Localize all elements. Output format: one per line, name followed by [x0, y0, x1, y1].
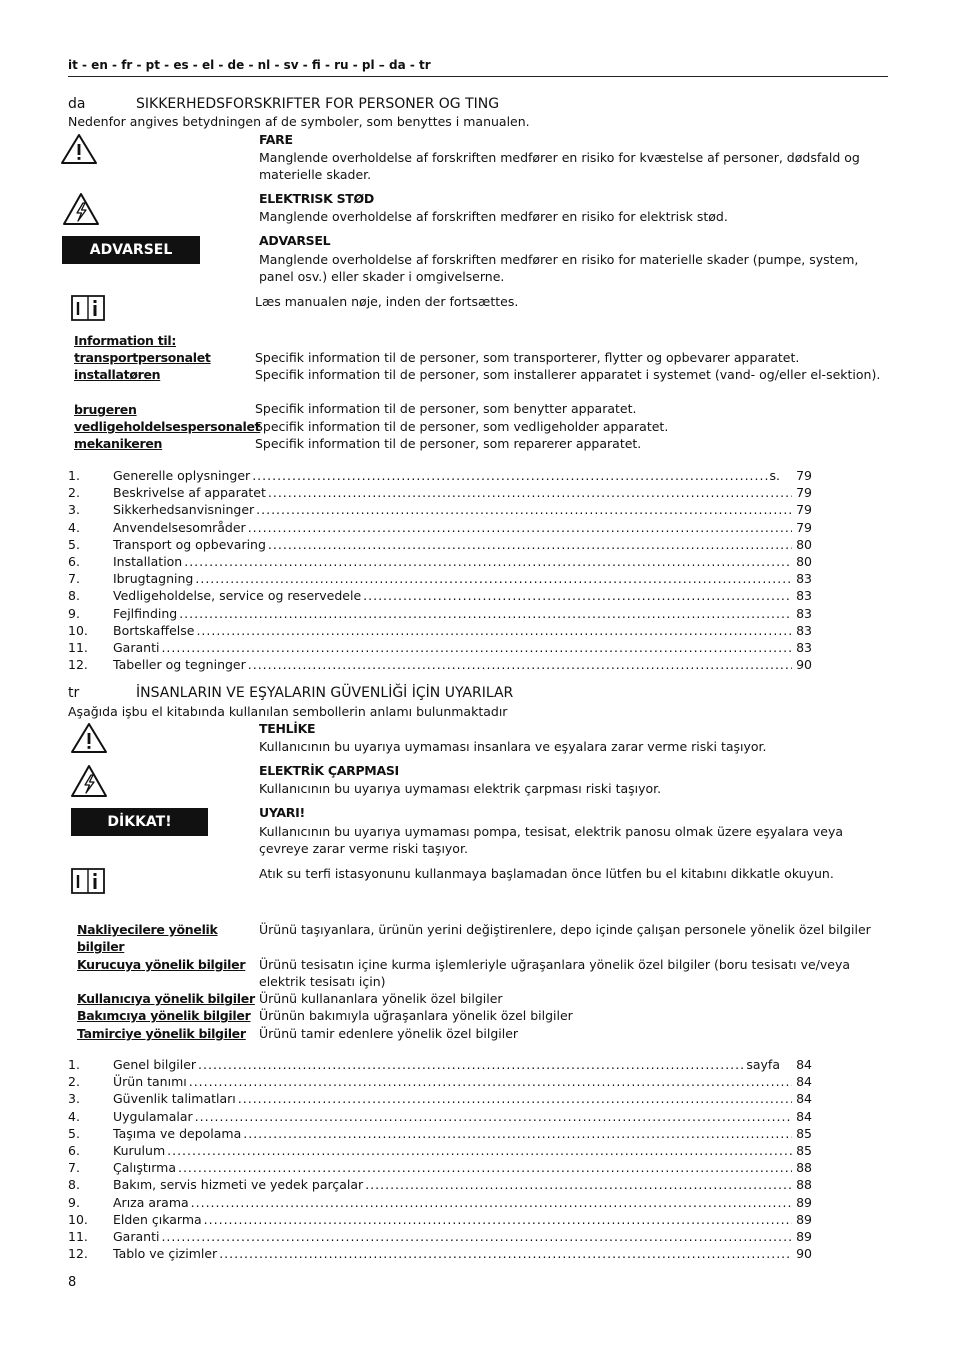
da-warning-text: Manglende overholdelse af forskriften medfører en risiko for materielle skader (pumpe, system, panel osv.) eller skader i omgivelserne.: [259, 252, 859, 284]
read-manual-icon: [70, 293, 106, 323]
tr-info-text: Ürünü taşıyanlara, ürünün yerini değiştirenlere, depo içinde çalışan personele yönelik özel bilgiler: [259, 922, 871, 937]
tr-info-text: Ürünü kullananlara yönelik özel bilgiler: [259, 991, 503, 1006]
tr-language-code: tr: [68, 685, 80, 701]
toc-row: [68, 605, 812, 622]
danger-warning-icon: [70, 722, 108, 754]
toc-number: 10.: [68, 622, 88, 638]
toc-row: [68, 1073, 812, 1090]
toc-leader: [268, 536, 792, 553]
toc-number: 4.: [68, 519, 80, 535]
toc-page-prefix: sayfa: [746, 1057, 780, 1072]
toc-page: 88: [796, 1177, 812, 1193]
toc-leader: [196, 622, 792, 639]
da-danger-text: Manglende overholdelse af forskriften medfører en risiko for kvæstelse af personer, dødsfald og materielle skader.: [259, 150, 860, 182]
toc-leader: [189, 1073, 792, 1090]
toc-page: 83: [796, 622, 812, 638]
tr-warning-title: UYARI!: [259, 805, 305, 820]
toc-page: 83: [796, 605, 812, 621]
toc-number: 11.: [68, 639, 88, 655]
toc-leader: [365, 1176, 792, 1193]
toc-page: 80: [796, 536, 812, 552]
toc-leader: [179, 605, 792, 622]
toc-number: 1.: [68, 1057, 80, 1072]
toc-title: Generelle oplysninger: [113, 468, 251, 483]
toc-number: 5.: [68, 1125, 80, 1141]
toc-page: 79: [796, 519, 812, 535]
toc-row: [68, 1211, 812, 1228]
tr-info-text: Ürünü tesisatın içine kurma işlemleriyle uğraşanlara yönelik özel bilgiler (boru tesisatı ve/veya elektrik tesisatı için): [259, 957, 851, 989]
electric-shock-icon: [70, 764, 108, 798]
toc-leader: [238, 1090, 792, 1107]
toc-title: Garanti: [113, 639, 160, 655]
tr-warning-badge: DİKKAT!: [71, 808, 208, 836]
toc-page: 79: [796, 468, 812, 483]
da-info-text: Specifik information til de personer, som vedligeholder apparatet.: [255, 419, 669, 434]
da-info-label: brugeren: [74, 402, 137, 417]
toc-number: 8.: [68, 588, 80, 604]
toc-row: [68, 622, 812, 639]
toc-title: Anvendelsesområder: [113, 519, 246, 535]
toc-title: Garanti: [113, 1228, 160, 1244]
toc-row: [68, 1159, 812, 1176]
tr-subtitle: Aşağıda işbu el kitabında kullanılan sembollerin anlamı bulunmaktadır: [68, 704, 508, 719]
tr-section-title: [68, 685, 513, 701]
toc-row: [68, 553, 812, 570]
toc-row: [68, 1056, 812, 1073]
toc-page: 89: [796, 1211, 812, 1227]
toc-page: 90: [796, 1246, 812, 1262]
toc-leader: [219, 1245, 792, 1262]
da-info-text: Specifik information til de personer, som installerer apparatet i systemet (vand- og/eller el-sektion).: [255, 367, 881, 382]
danger-warning-icon: [60, 133, 98, 165]
toc-number: 1.: [68, 468, 80, 483]
toc-row: [68, 1194, 812, 1211]
toc-row: [68, 656, 812, 673]
toc-title: Vedligeholdelse, service og reservedele: [113, 588, 362, 604]
tr-danger-title: TEHLİKE: [259, 721, 316, 736]
toc-leader: [161, 639, 792, 656]
toc-title: Sikkerhedsanvisninger: [113, 502, 255, 518]
toc-row: [68, 1228, 812, 1245]
toc-leader: [195, 570, 792, 587]
toc-page: 90: [796, 657, 812, 673]
da-info-label: mekanikeren: [74, 436, 163, 451]
toc-page: 83: [796, 571, 812, 587]
toc-title: Güvenlik talimatları: [113, 1091, 236, 1107]
tr-electric-text: Kullanıcının bu uyarıya uymaması elektrik çarpması riski taşıyor.: [259, 781, 662, 796]
toc-number: 3.: [68, 502, 80, 518]
toc-page-prefix: s.: [769, 468, 780, 483]
toc-row: [68, 1125, 812, 1142]
da-section-title: [68, 96, 499, 112]
toc-page: 83: [796, 588, 812, 604]
da-info-heading: Information til:: [74, 333, 177, 348]
tr-info-label: Bakımcıya yönelik bilgiler: [77, 1008, 251, 1023]
toc-page: 84: [796, 1057, 812, 1072]
toc-page: 85: [796, 1125, 812, 1141]
da-info-label: installatøren: [74, 367, 161, 382]
toc-row: [68, 1108, 812, 1125]
da-danger-title: FARE: [259, 132, 293, 147]
toc-row: [68, 519, 812, 536]
toc-leader: [256, 501, 792, 518]
toc-row: [68, 639, 812, 656]
tr-info-label: Kurucuya yönelik bilgiler: [77, 957, 246, 972]
toc-row: [68, 587, 812, 604]
tr-info-label: Kullanıcıya yönelik bilgiler: [77, 991, 255, 1006]
toc-title: Ürün tanımı: [113, 1074, 187, 1090]
tr-info-label: Nakliyecilere yönelik bilgiler: [77, 922, 218, 954]
toc-leader: [248, 656, 792, 673]
toc-leader: [167, 1142, 792, 1159]
toc-leader: [268, 484, 792, 501]
tr-electric-title: ELEKTRİK ÇARPMASI: [259, 763, 399, 778]
toc-title: Kurulum: [113, 1142, 166, 1158]
da-title-text: SIKKERHEDSFORSKRIFTER FOR PERSONER OG TING: [136, 96, 500, 112]
language-list: it - en - fr - pt - es - el - de - nl - sv - fi - ru - pl – da - tr: [68, 58, 431, 72]
toc-title: Tablo ve çizimler: [113, 1246, 218, 1262]
toc-leader: [191, 1194, 792, 1211]
toc-title: Taşıma ve depolama: [113, 1125, 242, 1141]
tr-table-of-contents: [68, 1056, 812, 1262]
toc-page: 89: [796, 1194, 812, 1210]
toc-title: Fejlfinding: [113, 605, 178, 621]
toc-row: [68, 1090, 812, 1107]
toc-leader: [248, 519, 792, 536]
toc-title: Ibrugtagning: [113, 571, 194, 587]
toc-number: 7.: [68, 1160, 80, 1176]
da-electric-text: Manglende overholdelse af forskriften medfører en risiko for elektrisk stød.: [259, 209, 728, 224]
header-divider: [68, 76, 888, 77]
da-info-text: Specifik information til de personer, som benytter apparatet.: [255, 401, 637, 416]
toc-row: [68, 484, 812, 501]
toc-number: 9.: [68, 605, 80, 621]
tr-info-text: Ürünü tamir edenlere yönelik özel bilgiler: [259, 1026, 519, 1041]
toc-number: 8.: [68, 1177, 80, 1193]
toc-title: Çalıştırma: [113, 1160, 176, 1176]
read-manual-icon: [70, 866, 106, 896]
toc-page: 79: [796, 502, 812, 518]
da-info-text: Specifik information til de personer, som reparerer apparatet.: [255, 436, 642, 451]
toc-title: Genel bilgiler: [113, 1057, 197, 1072]
toc-number: 4.: [68, 1108, 80, 1124]
toc-title: Uygulamalar: [113, 1108, 193, 1124]
toc-page: 84: [796, 1108, 812, 1124]
da-table-of-contents: [68, 467, 812, 673]
tr-read-manual-text: Atık su terfi istasyonunu kullanmaya başlamadan önce lütfen bu el kitabını dikkatle okuyun.: [259, 866, 834, 881]
toc-title: Installation: [113, 553, 183, 569]
toc-title: Elden çıkarma: [113, 1211, 202, 1227]
tr-info-label: Tamirciye yönelik bilgiler: [77, 1026, 246, 1041]
toc-number: 2.: [68, 485, 80, 501]
da-warning-title: ADVARSEL: [259, 233, 331, 248]
tr-warning-text: Kullanıcının bu uyarıya uymaması pompa, tesisat, elektrik panosu olmak üzere eşyalara veya çevreye zarar verme riski taşıyor.: [259, 824, 844, 856]
toc-page: 88: [796, 1160, 812, 1176]
da-language-code: da: [68, 96, 86, 112]
toc-leader: [161, 1228, 792, 1245]
toc-row: [68, 467, 812, 484]
toc-title: Beskrivelse af apparatet: [113, 485, 266, 501]
page-number: 8: [68, 1275, 77, 1290]
da-info-text: Specifik information til de personer, som transporterer, flytter og opbevarer apparatet.: [255, 350, 800, 365]
toc-title: Bakım, servis hizmeti ve yedek parçalar: [113, 1177, 364, 1193]
toc-page: 80: [796, 553, 812, 569]
toc-title: Tabeller og tegninger: [113, 657, 246, 673]
toc-leader: [363, 587, 792, 604]
toc-row: [68, 570, 812, 587]
toc-leader: [184, 553, 792, 570]
toc-page: 85: [796, 1142, 812, 1158]
toc-page: 84: [796, 1091, 812, 1107]
toc-title: Transport og opbevaring: [113, 536, 266, 552]
toc-page: 89: [796, 1228, 812, 1244]
da-warning-badge: ADVARSEL: [62, 236, 200, 264]
toc-leader: [243, 1125, 792, 1142]
da-read-manual-text: Læs manualen nøje, inden der fortsættes.: [255, 294, 519, 309]
toc-row: [68, 1142, 812, 1159]
da-info-label: transportpersonalet: [74, 350, 211, 365]
toc-row: [68, 501, 812, 518]
da-info-label: vedligeholdelsespersonalet: [74, 419, 261, 434]
toc-number: 12.: [68, 1246, 88, 1262]
toc-number: 11.: [68, 1228, 88, 1244]
tr-danger-text: Kullanıcının bu uyarıya uymaması insanlara ve eşyalara zarar verme riski taşıyor.: [259, 739, 767, 754]
toc-leader: [252, 467, 767, 484]
da-subtitle: Nedenfor angives betydningen af de symboler, som benyttes i manualen.: [68, 114, 530, 129]
toc-number: 7.: [68, 571, 80, 587]
toc-number: 2.: [68, 1074, 80, 1090]
toc-row: [68, 536, 812, 553]
tr-title-text: İNSANLARIN VE EŞYALARIN GÜVENLİĞİ İÇİN UYARILAR: [136, 685, 514, 701]
toc-leader: [198, 1056, 744, 1073]
toc-page: 83: [796, 639, 812, 655]
da-electric-title: ELEKTRISK STØD: [259, 191, 374, 206]
electric-shock-icon: [62, 192, 100, 226]
toc-page: 84: [796, 1074, 812, 1090]
toc-number: 12.: [68, 657, 88, 673]
toc-number: 6.: [68, 1142, 80, 1158]
toc-number: 9.: [68, 1194, 80, 1210]
toc-number: 10.: [68, 1211, 88, 1227]
toc-page: 79: [796, 485, 812, 501]
toc-leader: [204, 1211, 792, 1228]
toc-leader: [195, 1108, 792, 1125]
toc-title: Bortskaffelse: [113, 622, 195, 638]
toc-number: 6.: [68, 553, 80, 569]
toc-row: [68, 1245, 812, 1262]
toc-leader: [178, 1159, 792, 1176]
toc-title: Arıza arama: [113, 1194, 189, 1210]
tr-info-text: Ürünün bakımıyla uğraşanlara yönelik özel bilgiler: [259, 1008, 573, 1023]
toc-number: 5.: [68, 536, 80, 552]
toc-number: 3.: [68, 1091, 80, 1107]
toc-row: [68, 1176, 812, 1193]
